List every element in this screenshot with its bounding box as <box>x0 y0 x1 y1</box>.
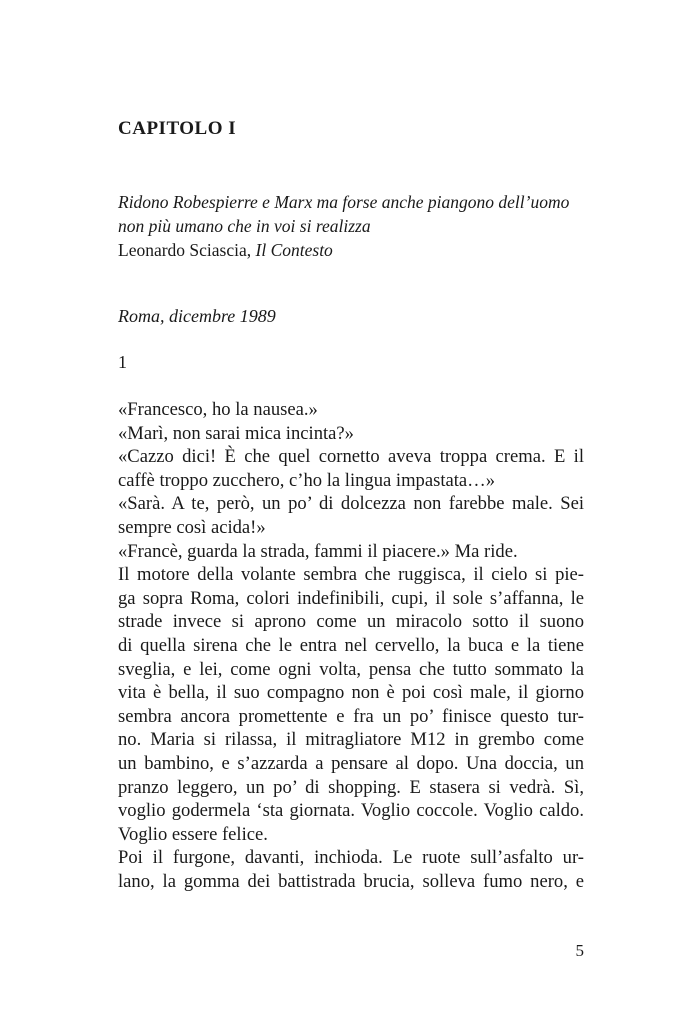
body-line: «Marì, non sarai mica incinta?» <box>118 422 354 444</box>
body-line: voglio godermela ‘sta giornata. Voglio coccole. Voglio caldo. <box>118 800 584 822</box>
epigraph-quote-line-1: Ridono Robespierre e Marx ma forse anche piangono dell’uomo <box>118 192 570 212</box>
body-line: sempre così acida!» <box>118 516 266 538</box>
body-line: «Sarà. A te, però, un po’ di dolcezza non farebbe male. Sei <box>118 493 584 515</box>
body-line: di quella sirena che le entra nel cervello, la buca e la tiene <box>118 634 584 656</box>
page-number: 5 <box>575 941 584 960</box>
body-line: Voglio essere felice. <box>118 823 268 845</box>
epigraph-author: Leonardo Sciascia, <box>118 240 252 260</box>
body-line: ga sopra Roma, colori indefinibili, cupi, il sole s’affanna, le <box>118 587 584 609</box>
epigraph <box>118 190 584 262</box>
epigraph-attribution <box>118 238 584 262</box>
chapter-title: CAPITOLO I <box>118 118 237 139</box>
body-line: sembra ancora promettente e fra un po’ finisce questo tur- <box>118 705 584 727</box>
body-text <box>118 398 584 893</box>
epigraph-work: Il Contesto <box>255 240 333 260</box>
body-line: Poi il furgone, davanti, inchioda. Le ruote sull’asfalto ur- <box>118 847 584 869</box>
epigraph-quote-line-2: non più umano che in voi si realizza <box>118 216 371 236</box>
dateline: Roma, dicembre 1989 <box>118 306 276 326</box>
body-line: no. Maria si rilassa, il mitragliatore M12 in grembo come <box>118 729 584 751</box>
body-line: «Francesco, ho la nausea.» <box>118 399 318 420</box>
body-line: «Cazzo dici! È che quel cornetto aveva troppa crema. E il <box>118 446 584 468</box>
body-line: pranzo leggero, un po’ di shopping. E stasera si vedrà. Sì, <box>118 776 584 798</box>
body-line: Il motore della volante sembra che ruggisca, il cielo si pie- <box>118 564 584 586</box>
body-line: sveglia, e lei, come ogni volta, pensa che tutto sommato la <box>118 658 584 680</box>
body-line: un bambino, e s’azzarda a pensare al dopo. Una doccia, un <box>118 752 584 774</box>
book-page <box>118 0 584 1024</box>
body-line: vita è bella, il suo compagno non è poi così male, il giorno <box>118 682 584 704</box>
body-line: strade invece si aprono come un miracolo sotto il suono <box>118 611 584 633</box>
body-line: «Francè, guarda la strada, fammi il piacere.» Ma ride. <box>118 540 518 562</box>
body-line: caffè troppo zucchero, c’ho la lingua impastata…» <box>118 469 496 491</box>
body-line: lano, la gomma dei battistrada brucia, solleva fumo nero, e <box>118 870 584 892</box>
section-number: 1 <box>118 352 127 372</box>
